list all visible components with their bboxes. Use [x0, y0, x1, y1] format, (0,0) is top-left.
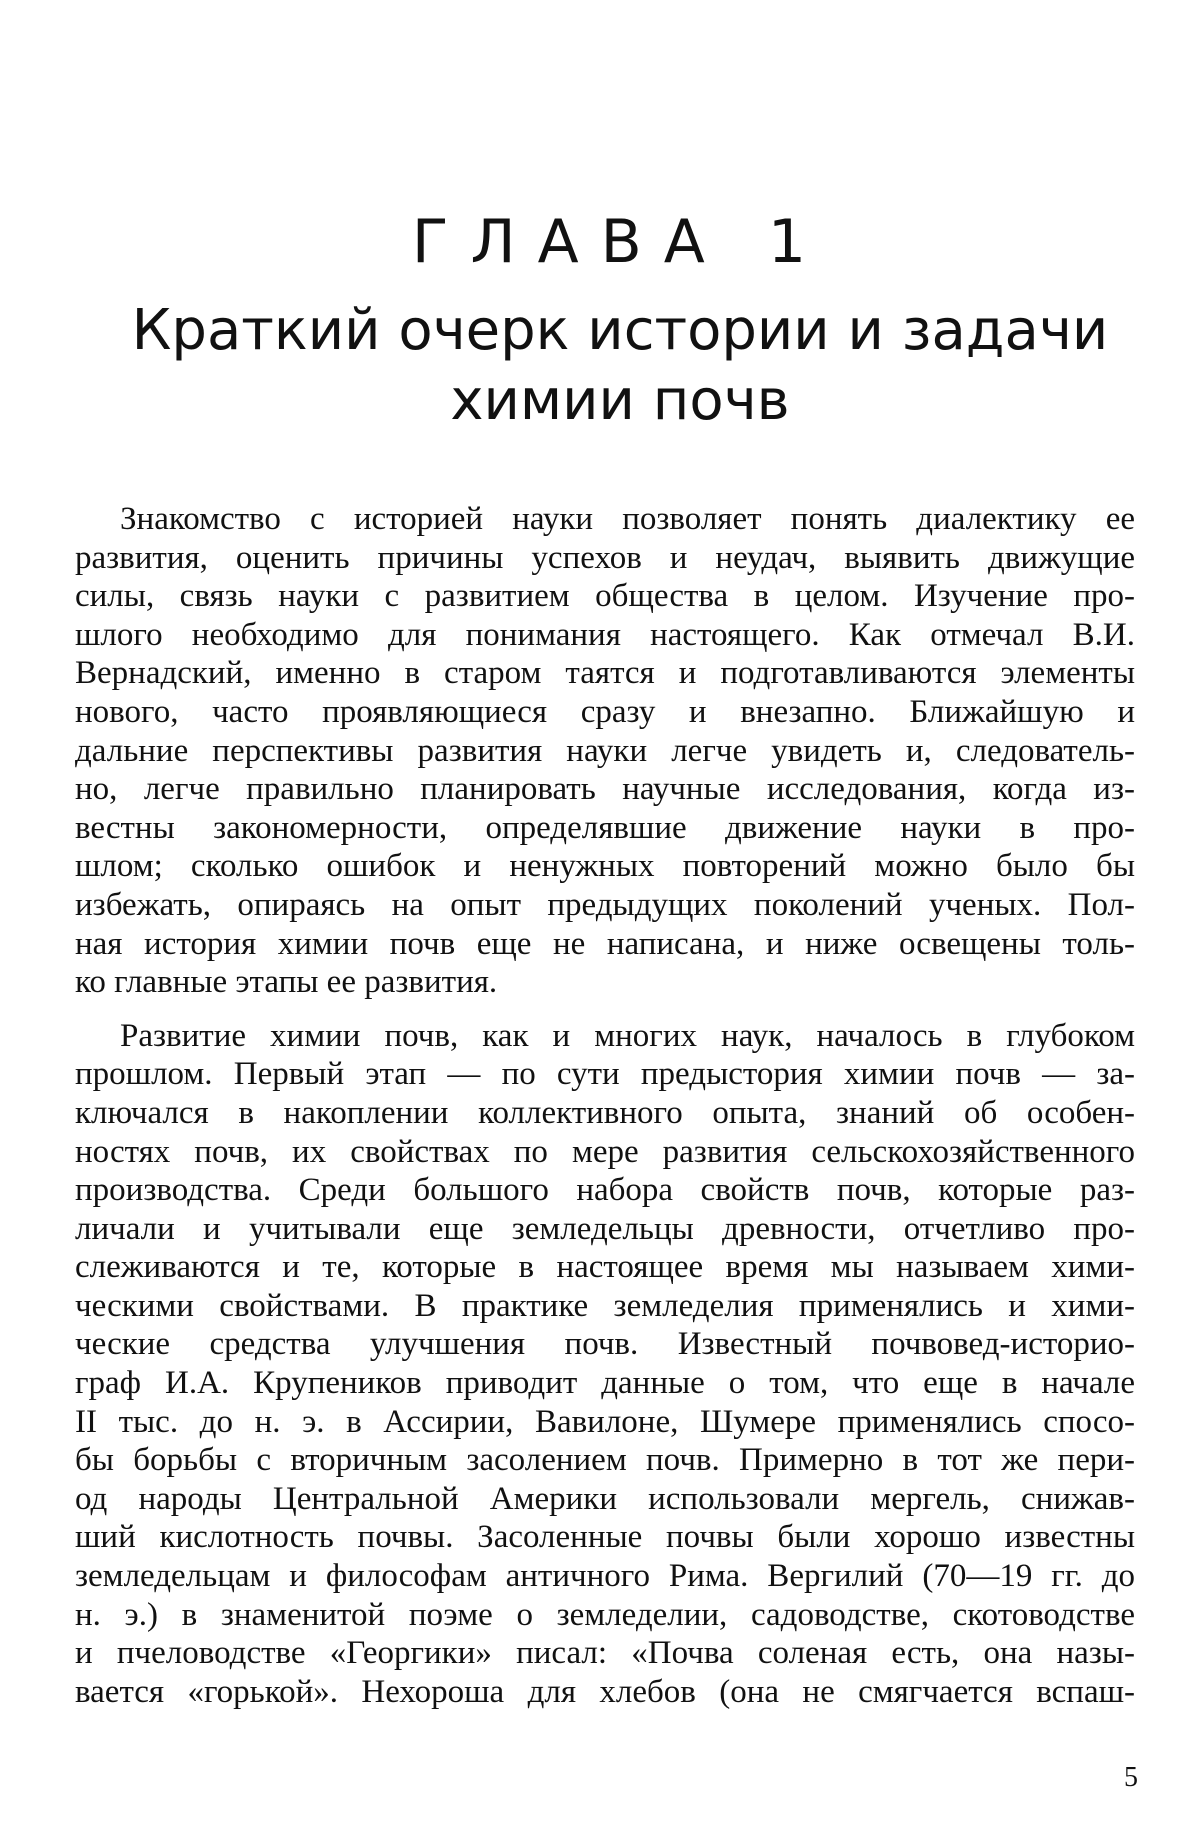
chapter-title-line: химии почв	[450, 368, 790, 433]
text-line: ностях почв, их свойствах по мере развития сельскохозяйственного	[75, 1133, 1135, 1170]
text-line: вается «горькой». Нехороша для хлебов (она не смягчается вспаш-	[75, 1673, 1135, 1710]
chapter-title	[0, 296, 1200, 436]
text-line: и пчеловодстве «Георгики» писал: «Почва соленая есть, она назы-	[75, 1635, 1135, 1672]
text-line: развития, оценить причины успехов и неудач, выявить движущие	[75, 539, 1135, 576]
text-line: ший кислотность почвы. Засоленные почвы были хорошо известны	[75, 1519, 1135, 1556]
text-line: Вернадский, именно в старом таятся и подготавливаются элементы	[75, 655, 1135, 692]
text-line: силы, связь науки с развитием общества в целом. Изучение про-	[75, 578, 1135, 615]
text-line: ная история химии почв еще не написана, и ниже освещены толь-	[75, 925, 1135, 962]
text-line: Развитие химии почв, как и многих наук, началось в глубоком	[120, 1017, 1135, 1054]
text-line: н. э.) в знаменитой поэме о земледелии, садоводстве, скотоводстве	[75, 1596, 1135, 1633]
text-line: шлом; сколько ошибок и ненужных повторений можно было бы	[75, 848, 1135, 885]
text-line: избежать, опираясь на опыт предыдущих поколений ученых. Пол-	[75, 886, 1135, 923]
text-line: но, легче правильно планировать научные исследования, когда из-	[75, 771, 1135, 808]
text-line: од народы Центральной Америки использовали мергель, снижав-	[75, 1480, 1135, 1517]
chapter-label: ГЛАВА 1	[411, 207, 829, 277]
page-number: 5	[1124, 1762, 1138, 1793]
text-line: земледельцам и философам античного Рима. Вергилий (70—19 гг. до	[75, 1558, 1135, 1595]
text-line: производства. Среди большого набора свойств почв, которые раз-	[75, 1172, 1135, 1209]
text-line: вестны закономерности, определявшие движение науки в про-	[75, 809, 1135, 846]
paragraph	[75, 500, 1135, 1002]
text-line: ческие средства улучшения почв. Известный почвовед-историо-	[75, 1326, 1135, 1363]
text-line: слеживаются и те, которые в настоящее время мы называем хими-	[75, 1249, 1135, 1286]
text-line: ческими свойствами. В практике земледелия применялись и хими-	[75, 1287, 1135, 1324]
text-line: нового, часто проявляющиеся сразу и внезапно. Ближайшую и	[75, 693, 1135, 730]
text-line: ключался в накоплении коллективного опыта, знаний об особен-	[75, 1094, 1135, 1131]
chapter-title-line: Краткий очерк истории и задачи	[131, 298, 1109, 363]
paragraph	[75, 1017, 1135, 1712]
text-line: бы борьбы с вторичным засолением почв. Примерно в тот же пери-	[75, 1442, 1135, 1479]
text-line: дальние перспективы развития науки легче увидеть и, следователь-	[75, 732, 1135, 769]
text-line: граф И.А. Крупеников приводит данные о том, что еще в начале	[75, 1365, 1135, 1402]
text-line: прошлом. Первый этап — по сути предыстория химии почв — за-	[75, 1056, 1135, 1093]
paragraph-gap	[75, 1002, 1135, 1017]
body-text	[75, 500, 1135, 1711]
text-line: ко главные этапы ее развития.	[75, 964, 498, 1001]
text-line: шлого необходимо для понимания настоящего. Как отмечал В.И.	[75, 616, 1135, 653]
text-line: личали и учитывали еще земледельцы древности, отчетливо про-	[75, 1210, 1135, 1247]
text-line: II тыс. до н. э. в Ассирии, Вавилоне, Шумере применялись спосо-	[75, 1403, 1135, 1440]
text-line: Знакомство с историей науки позволяет понять диалектику ее	[120, 501, 1135, 537]
